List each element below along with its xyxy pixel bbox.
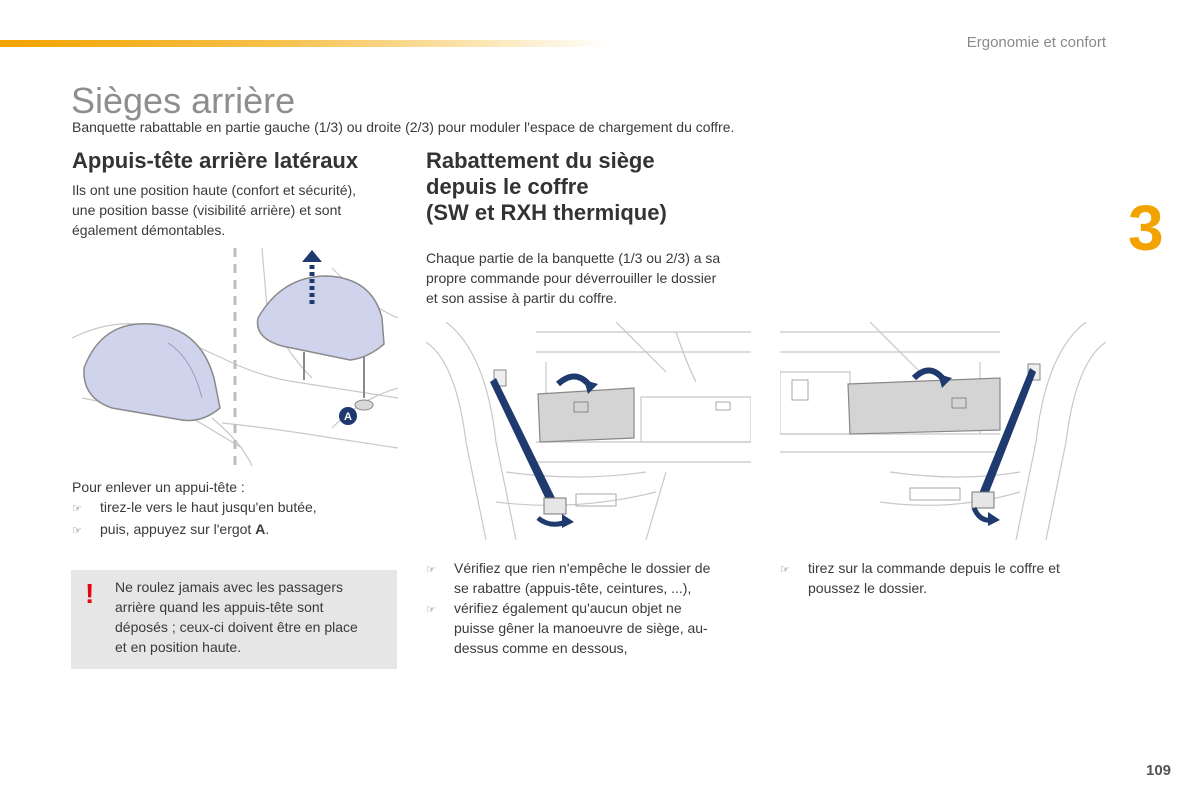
headrest-paragraph-line: également démontables. — [72, 222, 226, 238]
hand-pointer-icon: ☞ — [780, 564, 790, 576]
chapter-number: 3 — [1128, 192, 1164, 264]
page-title: Sièges arrière — [71, 80, 296, 121]
remove-instructions — [72, 477, 392, 541]
headrest-paragraph-line: une position basse (visibilité arrière) et sont — [72, 202, 342, 218]
section-label: Ergonomie et confort — [966, 34, 1106, 51]
list-item-text: tirez sur la commande depuis le coffre et poussez le dossier. — [808, 560, 1060, 596]
hand-pointer-icon: ☞ — [426, 604, 436, 616]
headrest-heading: Appuis-tête arrière latéraux — [72, 148, 359, 173]
list-item-text: tirez-le vers le haut jusqu'en butée, — [100, 499, 317, 515]
headrest-paragraph-line: Ils ont une position haute (confort et sécurité), — [72, 182, 357, 198]
warning-box — [71, 570, 397, 669]
list-item — [72, 497, 392, 519]
page-intro: Banquette rabattable en partie gauche (1/3) ou droite (2/3) pour moduler l'espace de chargement du coffre. — [72, 119, 735, 135]
folding-heading: Rabattement du siège depuis le coffre (SW et RXH thermique) — [426, 148, 667, 225]
figure-label-a: A — [344, 411, 352, 423]
hand-pointer-icon: ☞ — [426, 564, 436, 576]
list-item — [72, 519, 392, 541]
trunk-illustration-left — [426, 322, 751, 540]
action-list — [780, 558, 1100, 598]
warning-icon: ! — [85, 578, 95, 609]
list-item — [426, 598, 746, 658]
list-item-text: vérifiez également qu'aucun objet ne puisse gêner la manoeuvre de siège, au- dessus comme en dessous, — [454, 600, 708, 656]
trunk-illustration-right — [780, 322, 1106, 540]
hand-pointer-icon: ☞ — [72, 503, 82, 515]
remove-intro: Pour enlever un appui-tête : — [72, 479, 245, 495]
list-item-text: Vérifiez que rien n'empêche le dossier de se rabattre (appuis-tête, ceintures, ...), — [454, 560, 711, 596]
list-item — [780, 558, 1100, 598]
page-number: 109 — [1146, 762, 1172, 779]
checks-list — [426, 558, 746, 658]
warning-text: Ne roulez jamais avec les passagers arrière quand les appuis-tête sont déposés ; ceux-ci doivent être en place et en position haute. — [115, 579, 358, 655]
hand-pointer-icon: ☞ — [72, 525, 82, 537]
folding-paragraph: Chaque partie de la banquette (1/3 ou 2/3) a sa propre commande pour déverrouiller le dossier et son assise à partir du coffre. — [426, 250, 721, 306]
headrest-paragraph — [72, 180, 392, 240]
header-accent-bar — [0, 40, 610, 47]
list-item-text: puis, appuyez sur l'ergot A. — [100, 521, 270, 537]
list-item — [426, 558, 746, 598]
headrest-illustration — [72, 248, 398, 466]
